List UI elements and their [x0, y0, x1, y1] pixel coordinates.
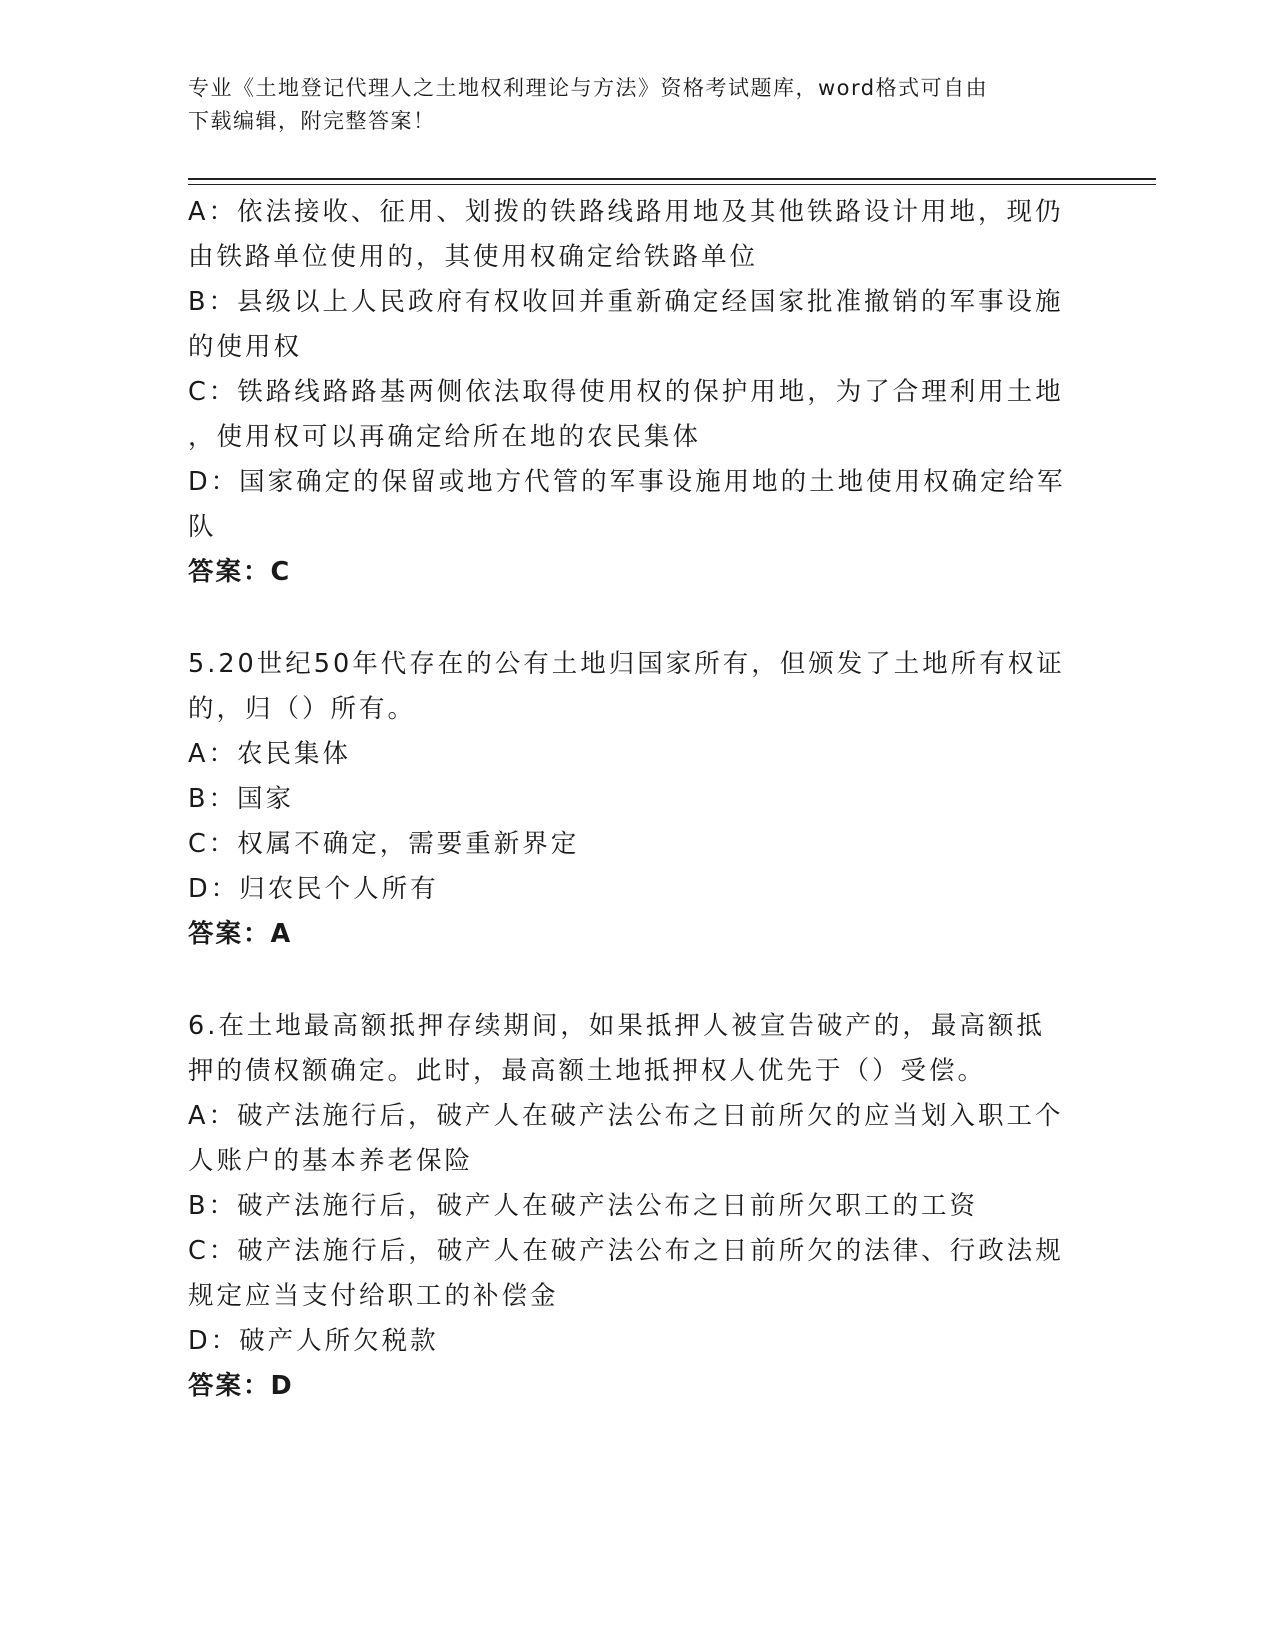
q4-option-c-line-1: C：铁路线路路基两侧依法取得使用权的保护用地，为了合理利用土地 [188, 377, 1064, 407]
header-line-2: 下载编辑，附完整答案！ [188, 109, 436, 133]
q5-answer: 答案：A [188, 919, 293, 949]
q5-option-d: D：归农民个人所有 [188, 874, 439, 904]
q4-option-a-line-1: A：依法接收、征用、划拨的铁路线路用地及其他铁路设计用地，现仍 [188, 197, 1064, 227]
q6-stem-line-1: 6.在土地最高额抵押存续期间，如果抵押人被宣告破产的，最高额抵 [188, 1011, 1045, 1041]
q6-option-a-line-1: A：破产法施行后，破产人在破产法公布之日前所欠的应当划入职工个 [188, 1101, 1064, 1131]
document-header [188, 72, 1078, 138]
header-divider-thick [188, 178, 1156, 180]
q4-option-c-line-2: ，使用权可以再确定给所在地的农民集体 [188, 422, 702, 452]
header-divider-thin [188, 184, 1156, 185]
q5-option-b: B：国家 [188, 784, 294, 814]
q4-answer: 答案：C [188, 557, 292, 587]
section-gap [188, 957, 1088, 1004]
q5-option-c: C：权属不确定，需要重新界定 [188, 829, 580, 859]
q4-option-a-line-2: 由铁路单位使用的，其使用权确定给铁路单位 [188, 242, 759, 272]
header-line-1: 专业《土地登记代理人之土地权利理论与方法》资格考试题库，word格式可自由 [188, 76, 989, 100]
q5-stem-line-1: 5.20世纪50年代存在的公有土地归国家所有，但颁发了土地所有权证 [188, 649, 1065, 679]
q5-option-a: A：农民集体 [188, 739, 351, 769]
section-gap [188, 595, 1088, 642]
q6-option-c-line-1: C：破产法施行后，破产人在破产法公布之日前所欠的法律、行政法规 [188, 1236, 1064, 1266]
q5-stem-line-2: 的，归（）所有。 [188, 694, 417, 724]
q4-option-d-line-1: D：国家确定的保留或地方代管的军事设施用地的土地使用权确定给军 [188, 467, 1066, 497]
question-4-options [188, 190, 1088, 595]
q6-answer: 答案：D [188, 1371, 294, 1401]
question-content [188, 190, 1088, 1409]
q4-option-b-line-1: B：县级以上人民政府有权收回并重新确定经国家批准撤销的军事设施 [188, 287, 1064, 317]
q4-option-b-line-2: 的使用权 [188, 332, 303, 362]
q6-option-c-line-2: 规定应当支付给职工的补偿金 [188, 1281, 559, 1311]
q6-option-a-line-2: 人账户的基本养老保险 [188, 1146, 474, 1176]
q6-stem-line-2: 押的债权额确定。此时，最高额土地抵押权人优先于（）受偿。 [188, 1056, 987, 1086]
question-6 [188, 1004, 1088, 1409]
q6-option-b: B：破产法施行后，破产人在破产法公布之日前所欠职工的工资 [188, 1191, 978, 1221]
question-5 [188, 642, 1088, 957]
q6-option-d: D：破产人所欠税款 [188, 1326, 439, 1356]
q4-option-d-line-2: 队 [188, 512, 217, 542]
